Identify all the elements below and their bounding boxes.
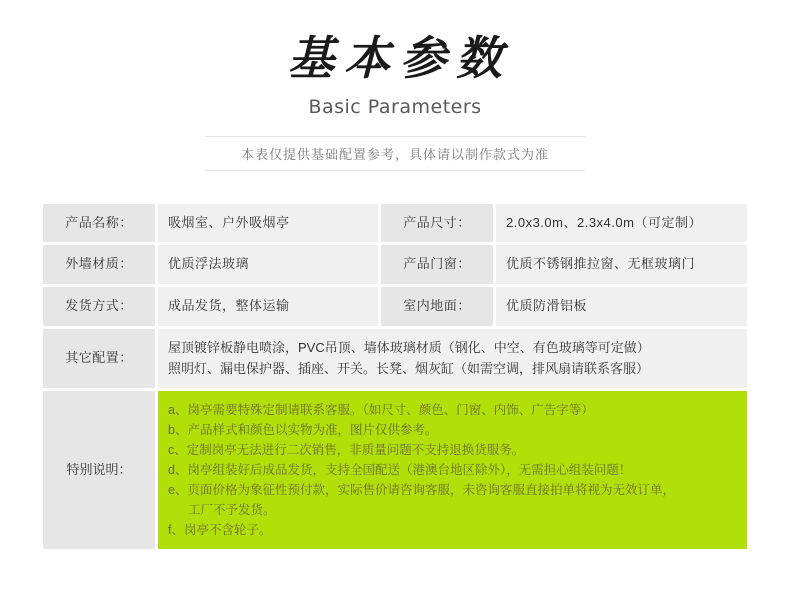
row-label-other-config: 其它配置： [42, 327, 157, 390]
row-label-doors-windows: 产品门窗： [380, 244, 495, 286]
other-config-line: 屋顶镀锌板静电喷涂，PVC吊顶、墙体玻璃材质（钢化、中空、有色玻璃等可定做） [168, 339, 650, 355]
page-header [0, 0, 790, 171]
special-note-line: 工厂不予发货。 [188, 503, 276, 518]
special-note-line: c、定制岗亭无法进行二次销售，非质量问题不支持退换货服务。 [168, 443, 525, 458]
row-value-product-size: 2.0x3.0m、2.3x4.0m（可定制） [495, 202, 749, 244]
table-row [42, 286, 749, 328]
page-subtitle: 本表仅提供基础配置参考，具体请以制作款式为准 [240, 146, 549, 162]
table-row-special-notes [42, 390, 749, 551]
row-label-wall-material: 外墙材质： [42, 244, 157, 286]
spec-table [40, 201, 750, 553]
special-note-line: a、岗亭需要特殊定制请联系客服。（如尺寸、颜色、门窗、内饰、广告字等） [168, 403, 594, 418]
row-value-doors-windows: 优质不锈钢推拉窗、无框玻璃门 [495, 244, 749, 286]
row-value-indoor-floor: 优质防滑铝板 [495, 286, 749, 328]
row-label-product-size: 产品尺寸： [380, 202, 495, 244]
table-row [42, 202, 749, 244]
row-value-special-notes [157, 390, 749, 551]
row-value-product-name: 吸烟室、户外吸烟亭 [157, 202, 380, 244]
row-label-indoor-floor: 室内地面： [380, 286, 495, 328]
row-label-special-notes: 特别说明： [42, 390, 157, 551]
other-config-line: 照明灯、漏电保护器、插座、开关。长凳、烟灰缸（如需空调，排风扇请联系客服） [168, 360, 650, 376]
row-value-other-config [157, 327, 749, 390]
row-label-shipping: 发货方式： [42, 286, 157, 328]
table-row [42, 244, 749, 286]
table-row-other-config [42, 327, 749, 390]
page-title-cn: 基本参数 [288, 31, 512, 85]
special-note-line: e、页面价格为象征性预付款，实际售价请咨询客服，未咨询客服直接拍单将视为无效订单， [168, 483, 675, 498]
page-title-en: Basic Parameters [308, 95, 482, 118]
special-note-line: d、岗亭组装好后成品发货，支持全国配送（港澳台地区除外），无需担心组装问题！ [168, 463, 632, 478]
special-note-line: b、产品样式和颜色以实物为准，图片仅供参考。 [168, 423, 438, 438]
row-value-shipping: 成品发货，整体运输 [157, 286, 380, 328]
special-note-line: f、岗亭不含轮子。 [168, 523, 272, 538]
row-label-product-name: 产品名称： [42, 202, 157, 244]
subtitle-container [205, 136, 585, 171]
spec-table-container [40, 201, 750, 553]
row-value-wall-material: 优质浮法玻璃 [157, 244, 380, 286]
